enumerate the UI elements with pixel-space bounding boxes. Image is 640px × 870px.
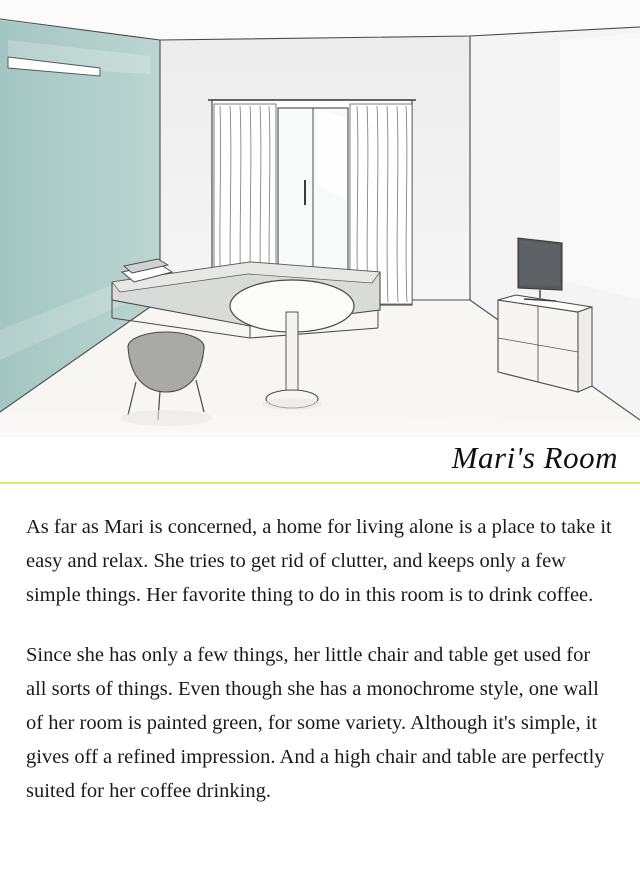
paragraph-1: As far as Mari is concerned, a home for living alone is a place to take it easy and relax. She tries to get rid of clutter, and keeps only a few simple things. Her favorite thing to do in this room is to drink coffee. (26, 516, 612, 606)
title-block (0, 437, 640, 482)
page-title: Mari's Room (451, 440, 618, 475)
paragraph-2: Since she has only a few things, her little chair and table get used for all sorts of things. Even though she has a monochrome style, one wall of her room is painted green, for some variety. Although it's simple, it gives off a refined impression. And a high chair and table are perfectly suited for her coffee drinking. (26, 644, 605, 802)
body-copy (0, 484, 640, 808)
